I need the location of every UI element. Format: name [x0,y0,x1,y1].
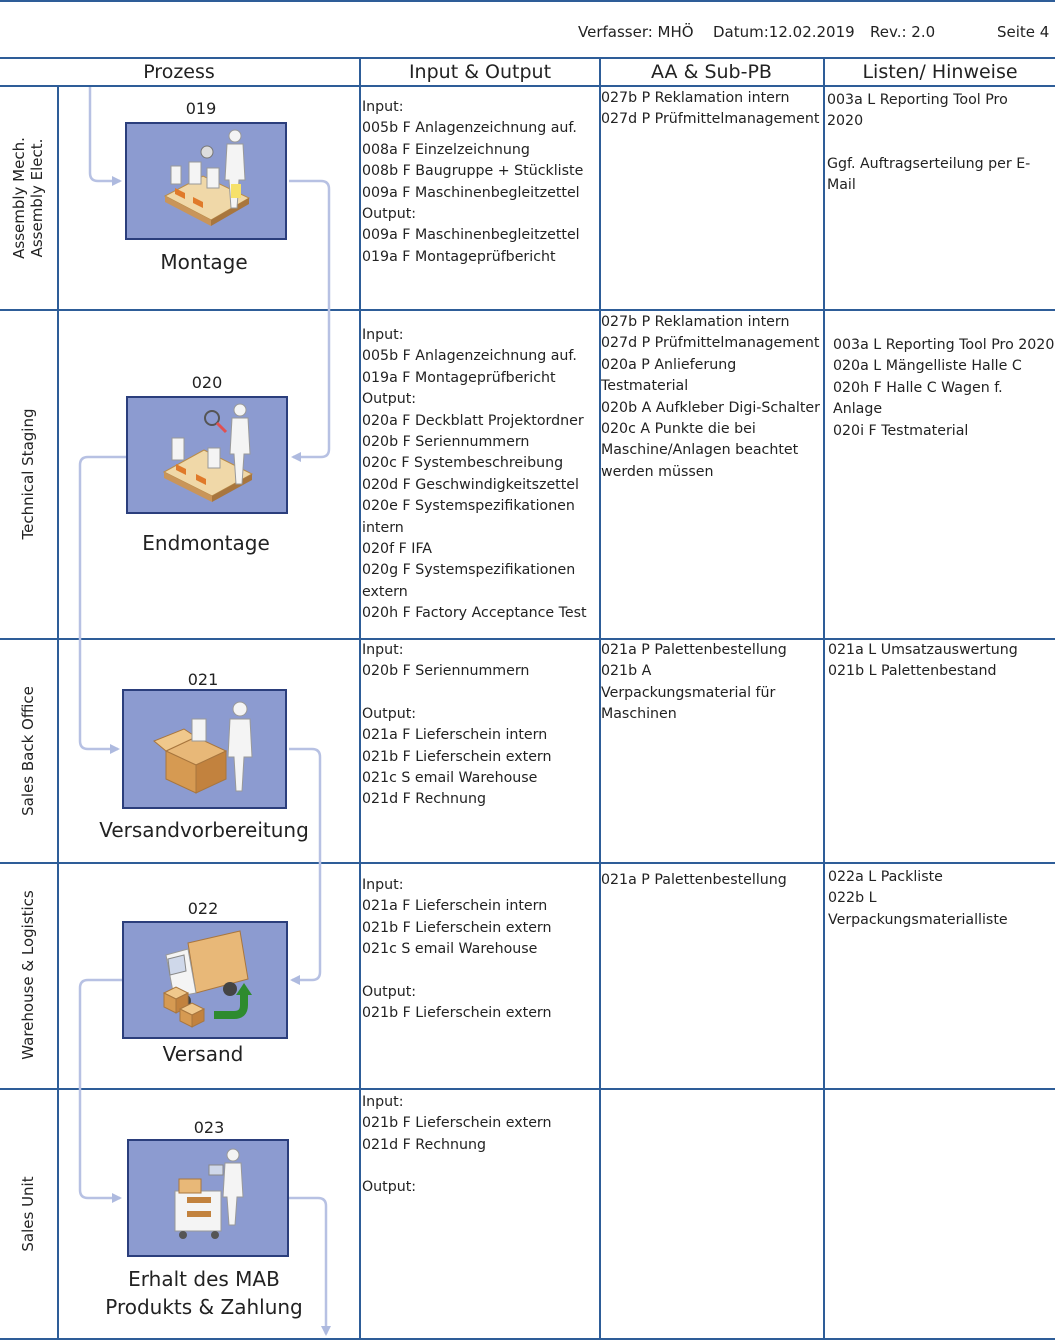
process-number: 023 [193,1118,225,1137]
revision-label: Rev.: 2.0 [870,23,936,41]
io-line: 021b F Lieferschein extern [362,1115,552,1132]
delivery-truck-icon [124,923,286,1037]
aa-line: 021b A Verpackungsmaterial für Maschinen [601,663,776,723]
lane-label-technical-staging: Technical Staging [19,408,37,540]
flow-arrow [289,749,320,980]
column-header-notes: Listen/ Hinweise [862,61,1018,83]
process-name: Endmontage [142,531,270,555]
process-name: Montage [160,250,248,274]
note-line: 020i F Testmaterial [833,422,969,439]
io-line: 020a F Deckblatt Projektordner [362,412,584,429]
note-line: 020h F Halle C Wagen f. Anlage [833,379,1003,418]
io-line: 021a F Lieferschein intern [362,898,548,915]
notes-cell [833,335,1055,442]
aa-line: 020a P Anlieferung Testmaterial [601,356,737,395]
io-line: 019a F Montageprüfbericht [362,248,556,265]
flow-arrow [80,980,122,1198]
io-line: 021b F Lieferschein extern [362,748,552,765]
column-header-io: Input & Output [408,61,552,83]
cart-worker-icon [129,1141,287,1255]
io-line: 020f F IFA [362,541,433,558]
aa-line: 020b A Aufkleber Digi-Schalter [601,399,820,416]
note-line: 003a L Reporting Tool Pro 2020 [827,92,1008,130]
note-line: 003a L Reporting Tool Pro 2020 [833,337,1055,353]
page-label: Seite 4 [997,23,1050,41]
io-line: Output: [362,391,417,408]
aa-line: 027d P Prüfmittelmanagement [601,111,820,128]
io-line: Input: [362,327,404,343]
process-box-versand[interactable] [122,921,288,1039]
io-cell [362,875,596,1024]
io-line: 009a F Maschinenbegleitzettel [362,184,580,201]
note-line: 021a L Umsatzauswertung [828,642,1018,658]
notes-cell [828,640,1048,683]
io-line: 020e F Systemspezifikationen intern [362,498,575,536]
note-line: 021b L Palettenbestand [828,663,997,680]
io-cell [362,97,596,268]
process-name: Versandvorbereitung [99,818,309,842]
io-line: Input: [362,99,404,115]
io-line [362,1156,596,1177]
assembly-line-worker-icon [127,124,285,238]
io-cell [362,325,596,625]
aa-line: 027d P Prüfmittelmanagement [601,335,820,352]
aa-line: 027b P Reklamation intern [601,314,790,330]
io-line: Input: [362,642,404,658]
io-cell [362,640,596,811]
aa-line: 021a P Palettenbestellung [601,872,787,888]
flow-arrow [90,87,120,181]
process-name: Erhalt des MAB Produkts & Zahlung [105,1267,303,1319]
flow-arrow [80,457,126,749]
io-line: 021c S email Warehouse [362,770,538,787]
lane-label-sales-unit: Sales Unit [19,1176,37,1252]
io-line: 020h F Factory Acceptance Test [362,605,587,622]
io-line: Output: [362,1179,417,1196]
io-cell [362,1092,596,1199]
flow-arrow [289,181,329,457]
io-line: 020b F Seriennummern [362,663,530,680]
process-number: 021 [187,670,219,689]
process-box-endmontage[interactable] [126,396,288,514]
io-line: 020g F Systemspezifikationen extern [362,562,576,600]
lane-label-assembly: Assembly Mech. Assembly Elect. [10,137,46,259]
process-name: Versand [162,1042,244,1066]
aa-line: 020c A Punkte die bei Maschine/Anlagen beachtet werden müssen [601,421,799,480]
io-line: 021c S email Warehouse [362,941,538,958]
note-line: Ggf. Auftragserteilung per E-Mail [827,155,1031,194]
process-box-versandvorbereitung[interactable] [122,689,287,809]
column-header-process: Prozess [143,61,215,83]
date-label: Datum:12.02.2019 [713,23,855,41]
process-box-montage[interactable] [125,122,287,240]
io-line: 021d F Rechnung [362,791,486,808]
process-box-erhalt[interactable] [127,1139,289,1257]
notes-cell [827,90,1037,197]
io-line: Output: [362,705,417,722]
io-line [362,683,596,704]
column-header-aa: AA & Sub-PB [651,61,772,83]
aa-line: 021a P Palettenbestellung [601,642,787,658]
io-line: 020b F Seriennummern [362,434,530,451]
inspection-worker-icon [128,398,286,512]
note-line [827,133,1037,154]
note-line: 022a L Packliste [828,869,943,885]
author-label: Verfasser: MHÖ [578,23,694,41]
io-line [362,961,596,982]
lane-label-sales-back-office: Sales Back Office [19,686,37,816]
aa-cell [601,640,801,726]
io-line: 021d F Rechnung [362,1136,486,1153]
io-line: 008a F Einzelzeichnung [362,141,530,158]
aa-cell [601,88,823,131]
io-line: Output: [362,206,417,223]
process-number: 019 [185,99,217,118]
io-line: 005b F Anlagenzeichnung auf. [362,120,577,137]
io-line: 021a F Lieferschein intern [362,727,548,744]
aa-cell [601,312,823,483]
io-line: 021b F Lieferschein extern [362,1005,552,1022]
process-number: 020 [191,373,223,392]
packing-worker-icon [124,691,285,807]
aa-line: 027b P Reklamation intern [601,90,790,106]
io-line: 005b F Anlagenzeichnung auf. [362,348,577,365]
note-line: 020a L Mängelliste Halle C [833,358,1022,375]
io-line: 009a F Maschinenbegleitzettel [362,227,580,244]
io-line: Input: [362,1094,404,1110]
notes-cell [828,867,1018,931]
io-line: 008b F Baugruppe + Stückliste [362,163,584,180]
io-line: Output: [362,983,417,1000]
io-line: 020c F Systembeschreibung [362,455,564,472]
io-line: 020d F Geschwindigkeitszettel [362,476,579,493]
process-number: 022 [187,899,219,918]
io-line: 019a F Montageprüfbericht [362,369,556,386]
lane-label-warehouse-logistics: Warehouse & Logistics [19,890,37,1060]
aa-cell [601,870,821,891]
note-line: 022b L Verpackungsmaterialliste [828,890,1008,928]
io-line: Input: [362,877,404,893]
io-line: 021b F Lieferschein extern [362,919,552,936]
